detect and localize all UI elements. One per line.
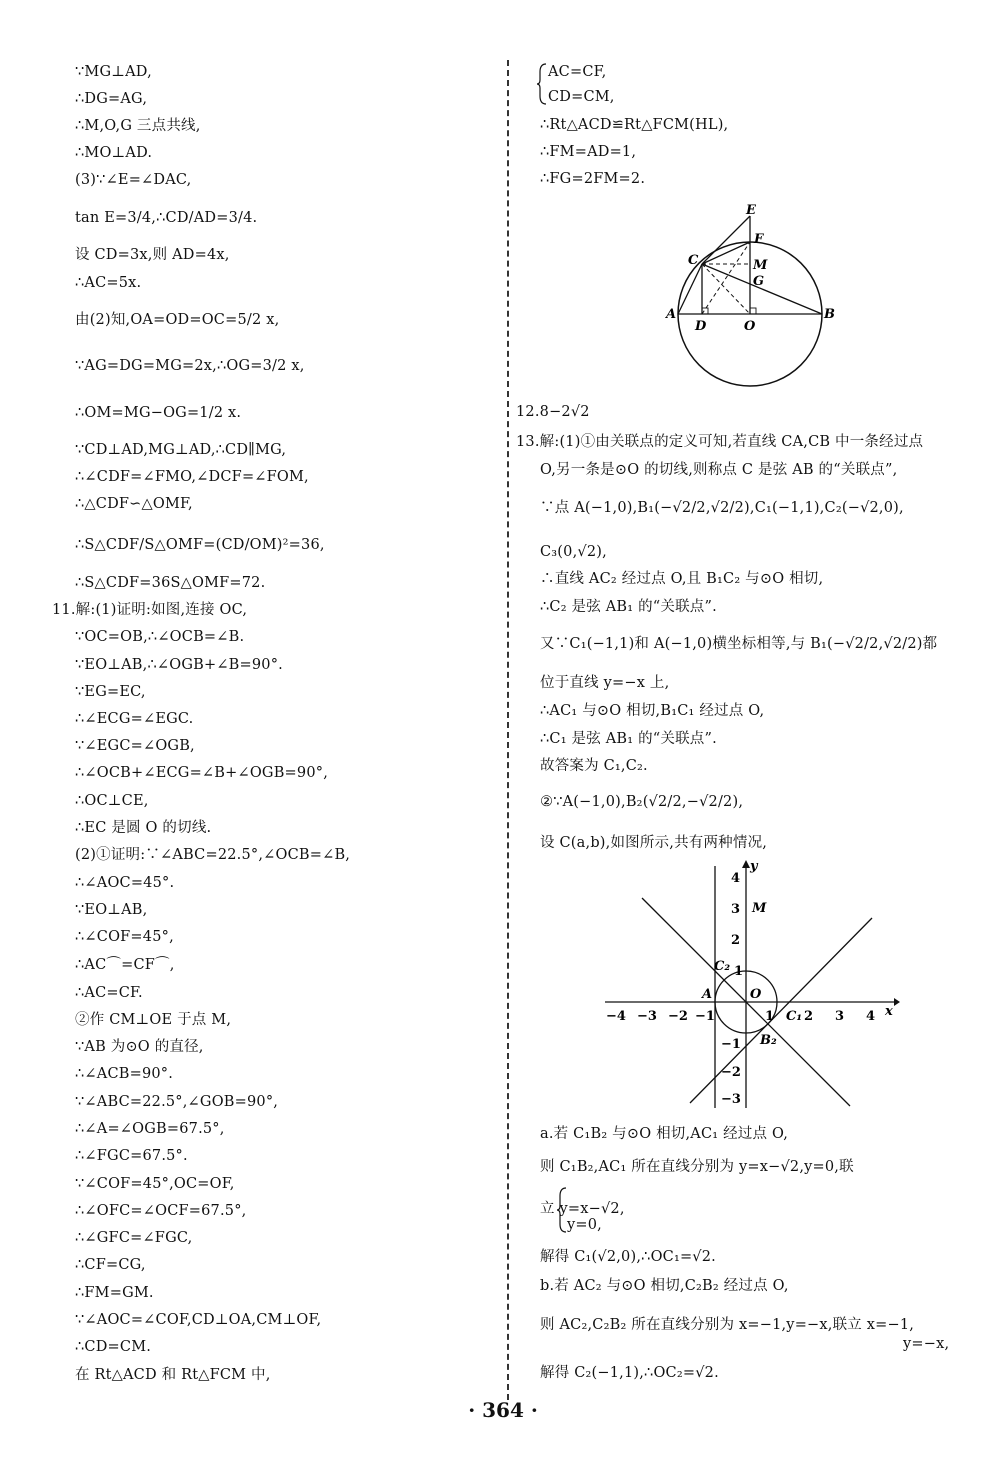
text-line: 12.8−2√2 [516,404,590,420]
text-line: AC=CF, [548,64,607,80]
text-line: ∵EO⊥AB, [75,902,148,918]
text-line: 解得 C₂(−1,1),∴OC₂=√2. [540,1365,719,1381]
text-line: CD=CM, [548,89,615,105]
label-o: O [744,319,756,334]
text-line: 故答案为 C₁,C₂. [540,758,648,774]
text-line: ∵CD⊥AD,MG⊥AD,∴CD∥MG, [75,442,287,458]
text-line: ∵AG=DG=MG=2x,∴OG=3/2 x, [75,358,305,374]
text-line: ∴AC⌒=CF⌒, [75,957,175,973]
text-line: ∵∠EGC=∠OGB, [75,738,195,754]
text-line: ∵EG=EC, [75,684,146,700]
text-line: ∴FG=2FM=2. [540,171,646,187]
text-line: ∵点 A(−1,0),B₁(−√2/2,√2/2),C₁(−1,1),C₂(−√2,0), [540,500,904,516]
label-o: O [750,987,762,1002]
text-line: ∴CF=CG, [75,1257,146,1273]
text-line: b.若 AC₂ 与⊙O 相切,C₂B₂ 经过点 O, [540,1278,789,1294]
label-b2: B₂ [760,1033,777,1048]
text-line: ∴Rt△ACD≌Rt△FCM(HL), [540,117,729,133]
text-line: 在 Rt△ACD 和 Rt△FCM 中, [75,1367,271,1383]
column-divider [507,60,509,1400]
text-line: ∵∠COF=45°,OC=OF, [75,1176,235,1192]
x-tick-label: −4 [606,1009,626,1024]
text-line: ∴∠A=∠OGB=67.5°, [75,1121,225,1137]
text-line: 设 C(a,b),如图所示,共有两种情况, [540,835,768,851]
text-line: ∴∠FGC=67.5°. [75,1148,188,1164]
label-c1: C₁ [786,1009,803,1024]
label-g: G [753,274,765,289]
right-angle-mark [750,308,756,314]
text-line: ∴∠GFC=∠FGC, [75,1230,193,1246]
label-a: A [702,987,713,1002]
x-tick-label: −3 [637,1009,657,1024]
text-line: 立 y=x−√2, [540,1201,625,1217]
text-line: ∴AC=CF. [75,985,143,1001]
label-e: E [746,203,756,218]
y-tick-label: 1 [734,964,744,979]
text-line: ∴CD=CM. [75,1339,152,1355]
text-line: ∵MG⊥AD, [75,64,152,80]
label-m: M [752,901,767,916]
text-line: 位于直线 y=−x 上, [540,675,670,691]
geometry-figure [660,196,850,392]
y-tick-label: 2 [731,933,741,948]
text-line: y=−x, [903,1336,950,1352]
label-a: A [666,307,677,322]
text-line: ∵AB 为⊙O 的直径, [75,1039,204,1055]
text-line: ∴∠COF=45°, [75,929,174,945]
text-line: a.若 C₁B₂ 与⊙O 相切,AC₁ 经过点 O, [540,1126,789,1142]
text-line: ∴∠CDF=∠FMO,∠DCF=∠FOM, [75,469,309,485]
text-line: ∴∠AOC=45°. [75,875,175,891]
text-line: ∴FM=GM. [75,1285,154,1301]
text-line: ②∵A(−1,0),B₂(√2/2,−√2/2), [540,794,744,810]
text-line: ∵∠ABC=22.5°,∠GOB=90°, [75,1094,279,1110]
y-axis-label: y [750,859,758,874]
text-line: ∴∠ACB=90°. [75,1066,174,1082]
y-tick-label: −3 [721,1092,741,1107]
text-line: 解得 C₁(√2,0),∴OC₁=√2. [540,1249,716,1265]
text-line: ∵OC=OB,∴∠OCB=∠B. [75,629,245,645]
text-line: ∴△CDF∽△OMF, [75,496,193,512]
line-y-eq-x-minus-root2 [690,918,872,1103]
text-line: 又∵C₁(−1,1)和 A(−1,0)横坐标相等,与 B₁(−√2/2,√2/2)都 [540,636,938,652]
text-line: ②作 CM⊥OE 于点 M, [75,1012,232,1028]
text-line: ∴MO⊥AD. [75,145,153,161]
text-line: ∴EC 是圆 O 的切线. [75,820,212,836]
y-tick-label: −2 [721,1065,741,1080]
text-line: ∴S△CDF/S△OMF=(CD/OM)²=36, [75,537,325,553]
text-line: ∴直线 AC₂ 经过点 O,且 B₁C₂ 与⊙O 相切, [540,571,824,587]
text-line: ∴∠ECG=∠EGC. [75,711,194,727]
text-line: ∴∠OCB+∠ECG=∠B+∠OGB=90°, [75,765,329,781]
text-line: 13.解:(1)①由关联点的定义可知,若直线 CA,CB 中一条经过点 [516,434,924,450]
text-line: y=0, [567,1217,602,1233]
label-f: F [754,232,764,247]
text-line: 则 AC₂,C₂B₂ 所在直线分别为 x=−1,y=−x,联立 x=−1, [540,1317,915,1333]
text-line: (3)∵∠E=∠DAC, [75,172,192,188]
text-line: 11.解:(1)证明:如图,连接 OC, [52,602,248,618]
text-line: tan E=3/4,∴CD/AD=3/4. [75,210,258,226]
label-m: M [753,258,768,273]
x-tick-label: 2 [804,1009,814,1024]
text-line: ∴DG=AG, [75,91,148,107]
x-tick-label: 3 [835,1009,845,1024]
x-axis-label: x [885,1004,893,1019]
label-d: D [695,319,707,334]
text-line: (2)①证明:∵∠ABC=22.5°,∠OCB=∠B, [75,847,351,863]
text-line: ∴AC=5x. [75,275,142,291]
segment-co [702,264,750,314]
brace-icon [536,62,548,106]
text-line: O,另一条是⊙O 的切线,则称点 C 是弦 AB 的“关联点”, [540,462,898,478]
text-line: ∴FM=AD=1, [540,144,637,160]
y-tick-label: 4 [731,871,741,886]
text-line: 则 C₁B₂,AC₁ 所在直线分别为 y=x−√2,y=0,联 [540,1159,854,1175]
text-line: ∴OM=MG−OG=1/2 x. [75,405,242,421]
text-line: ∴S△CDF=36S△OMF=72. [75,575,266,591]
page-number: · 364 · [468,1398,538,1422]
label-c: C [688,253,699,268]
text-line: ∴OC⊥CE, [75,793,149,809]
x-arrow-icon [894,998,900,1006]
text-line: C₃(0,√2), [540,544,607,560]
y-tick-label: −1 [721,1037,741,1052]
text-line: ∴∠OFC=∠OCF=67.5°, [75,1203,247,1219]
text-line: ∴C₁ 是弦 AB₁ 的“关联点”. [540,731,717,747]
y-arrow-icon [742,860,750,868]
text-line: ∵EO⊥AB,∴∠OGB+∠B=90°. [75,657,283,673]
x-tick-label: −2 [668,1009,688,1024]
text-line: ∴C₂ 是弦 AB₁ 的“关联点”. [540,599,717,615]
coordinate-figure [600,858,900,1110]
label-c2: C₂ [714,959,731,974]
x-tick-label: 1 [765,1009,775,1024]
text-line: ∴M,O,G 三点共线, [75,118,201,134]
x-tick-label: 4 [866,1009,876,1024]
text-line: ∴AC₁ 与⊙O 相切,B₁C₁ 经过点 O, [540,703,765,719]
y-tick-label: 3 [731,902,741,917]
text-line: ∵∠AOC=∠COF,CD⊥OA,CM⊥OF, [75,1312,322,1328]
text-line: 设 CD=3x,则 AD=4x, [75,247,230,263]
segment-ce [702,216,750,264]
label-b: B [824,307,835,322]
segment-ac [678,264,702,314]
x-tick-label: −1 [695,1009,715,1024]
text-line: 由(2)知,OA=OD=OC=5/2 x, [75,312,280,328]
